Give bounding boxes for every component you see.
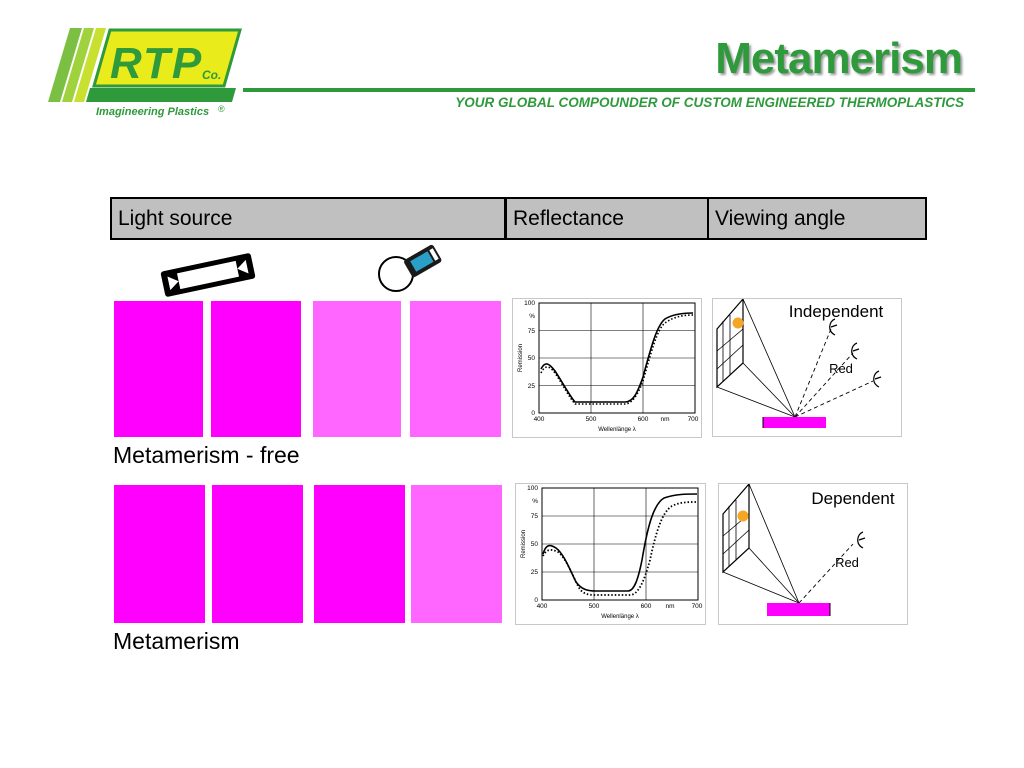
swatch-row2-1	[114, 485, 205, 623]
chart2-xlabel: Wellenlänge λ	[601, 614, 639, 620]
chart1-xtick-500: 500	[585, 416, 597, 423]
row1-label: Metamerism - free	[113, 442, 300, 468]
chart2-ytick-50: 50	[530, 541, 538, 548]
lamp-icon	[376, 240, 446, 301]
swatch-row1-3	[313, 301, 401, 437]
title-rule	[243, 88, 975, 92]
chart1-ytick-100: 100	[524, 300, 535, 307]
reflectance-chart-2	[515, 483, 706, 625]
reflectance-chart-1	[512, 298, 702, 438]
header-reflectance: Reflectance	[505, 197, 709, 240]
logo-letters: RTP	[110, 39, 204, 88]
chart1-ytick-0: 0	[531, 410, 535, 417]
rtp-logo	[48, 26, 248, 120]
viewing1-color: Red	[829, 361, 853, 376]
viewing1-text: Independent	[788, 302, 884, 321]
chart2-xtick-700: 700	[691, 603, 703, 610]
swatch-row1-2	[211, 301, 301, 437]
eye-icon	[874, 371, 881, 387]
logo-reg: ®	[218, 104, 225, 114]
viewing2-color: Red	[835, 555, 859, 570]
chart2-ytick-0: 0	[534, 597, 538, 604]
logo-co: Co.	[202, 68, 222, 82]
swatch-row1-4	[410, 301, 501, 437]
viewing2-text: Dependent	[811, 489, 895, 508]
page-title: Metamerism	[715, 34, 962, 83]
chart2-ytick-100: 100	[527, 485, 538, 492]
eye-icon	[852, 343, 859, 359]
swatch-row2-4	[411, 485, 502, 623]
row2-label: Metamerism	[113, 628, 240, 654]
chart2-xtick-400: 400	[536, 603, 548, 610]
chart2-ylabel: Remission	[521, 529, 527, 559]
chart2-xtick-600: 600	[640, 603, 652, 610]
logo-tagline: Imagineering Plastics	[96, 106, 210, 118]
eye-icon	[858, 532, 865, 548]
tagline: YOUR GLOBAL COMPOUNDER OF CUSTOM ENGINEERED THERMOPLASTICS	[455, 95, 964, 110]
chart1-ytick-75: 75	[527, 328, 535, 335]
viewing-angle-panel-1	[712, 298, 902, 437]
swatch-row1-1	[114, 301, 203, 437]
chart2-xunit: nm	[665, 603, 675, 610]
fluorescent-tube-icon	[158, 250, 258, 305]
chart2-ytick-25: 25	[530, 569, 538, 576]
header-viewing-angle: Viewing angle	[707, 197, 927, 240]
chart1-xlabel: Wellenlänge λ	[598, 427, 636, 433]
swatch-row2-2	[212, 485, 303, 623]
chart1-yunit: %	[529, 313, 535, 320]
chart1-ylabel: Remission	[518, 343, 524, 373]
chart1-xtick-400: 400	[533, 416, 545, 423]
chart1-xunit: nm	[660, 416, 670, 423]
eye-icon	[830, 319, 837, 335]
viewing-angle-panel-2	[718, 483, 908, 625]
chart1-xtick-600: 600	[637, 416, 649, 423]
chart2-ytick-75: 75	[530, 513, 538, 520]
chart2-xtick-500: 500	[588, 603, 600, 610]
chart1-ytick-50: 50	[527, 355, 535, 362]
swatch-row2-3	[314, 485, 405, 623]
chart1-ytick-25: 25	[527, 383, 535, 390]
header-light-source: Light source	[110, 197, 506, 240]
chart1-xtick-700: 700	[687, 416, 699, 423]
chart2-yunit: %	[532, 498, 538, 505]
